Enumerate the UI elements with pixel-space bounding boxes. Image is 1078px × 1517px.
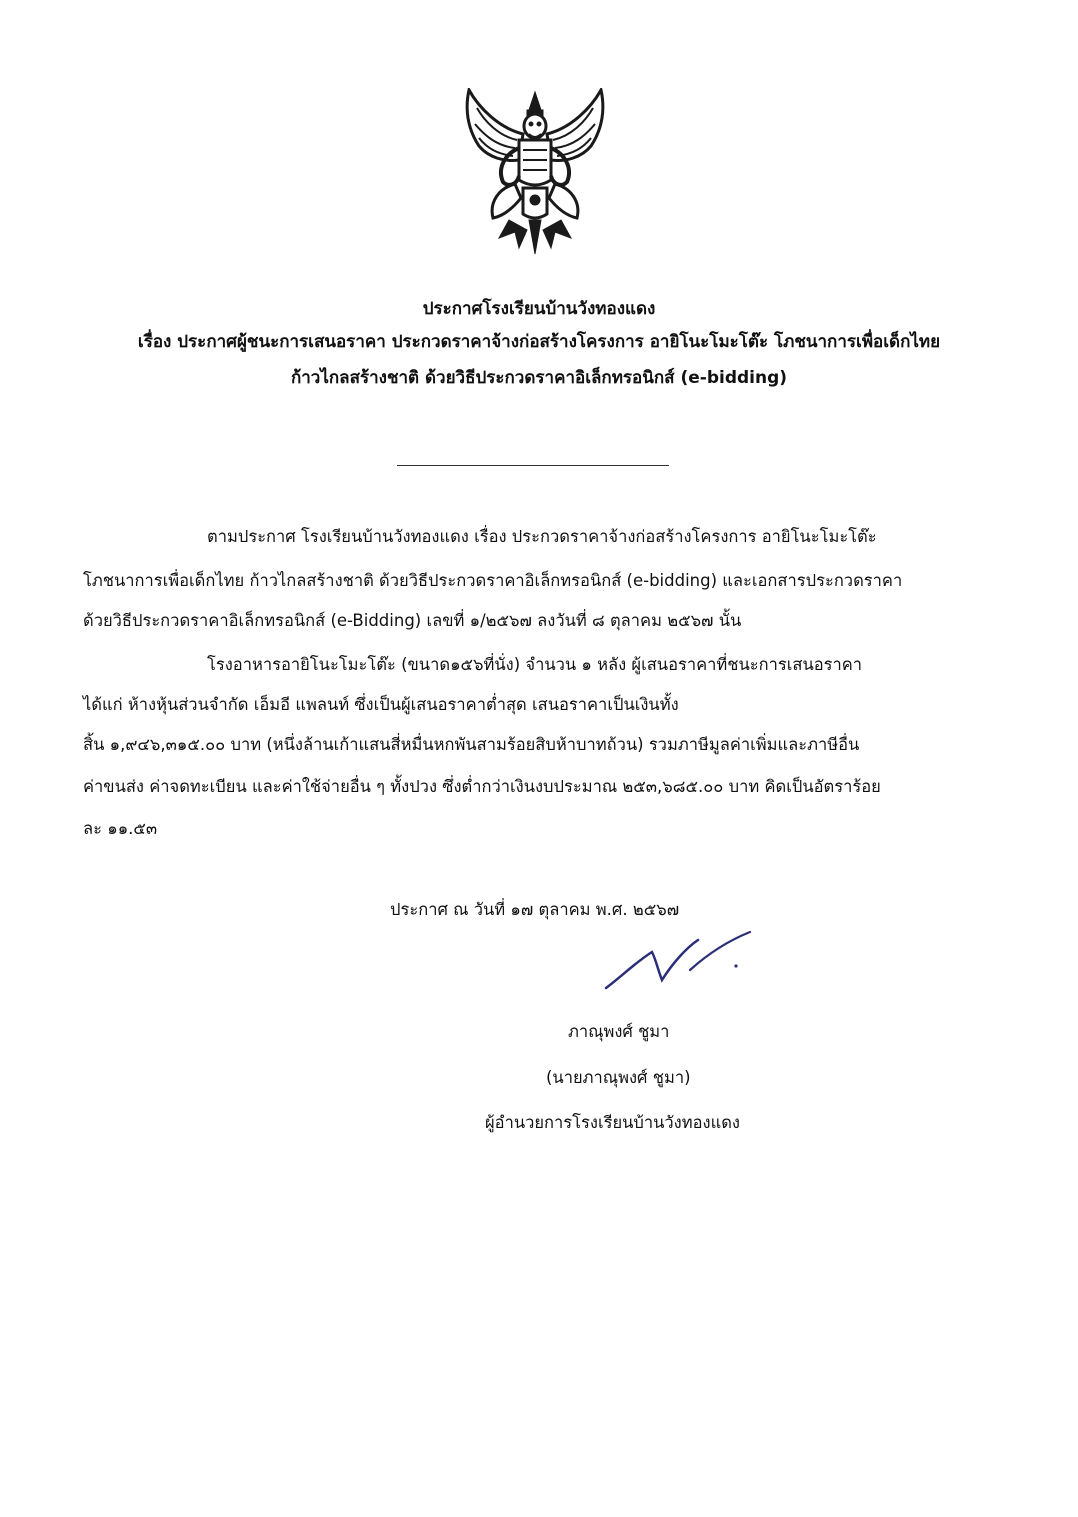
subject-line-2: ก้าวไกลสร้างชาติ ด้วยวิธีประกวดราคาอิเล็กทรอนิกส์ (e-bidding) [290, 368, 788, 388]
title-divider [397, 465, 669, 466]
signature-mark [600, 930, 760, 1000]
body-line: ค่าขนส่ง ค่าจดทะเบียน และค่าใช้จ่ายอื่น ๆ ทั้งปวง ซึ่งต่ำกว่าเงินงบประมาณ ๒๕๓,๖๘๕.๐๐ บาท คิดเป็นอัตราร้อย [83, 777, 881, 796]
announcement-title: ประกาศโรงเรียนบ้านวังทองแดง [422, 299, 656, 319]
signer-name: ภาณุพงศ์ ชูมา [568, 1022, 670, 1041]
body-line: สิ้น ๑,๙๔๖,๓๑๕.๐๐ บาท (หนึ่งล้านเก้าแสนสี่หมื่นหกพันสามร้อยสิบห้าบาทถ้วน) รวมภาษีมูลค่าเพิ่มและภาษีอื่น [83, 735, 860, 754]
announcement-date: ประกาศ ณ วันที่ ๑๗ ตุลาคม พ.ศ. ๒๕๖๗ [390, 900, 680, 919]
body-line: ตามประกาศ โรงเรียนบ้านวังทองแดง เรื่อง ประกวดราคาจ้างก่อสร้างโครงการ อายิโนะโมะโต๊ะ [207, 527, 877, 546]
signer-position: ผู้อำนวยการโรงเรียนบ้านวังทองแดง [485, 1113, 740, 1132]
garuda-emblem-icon [459, 88, 611, 256]
signer-full-name: (นายภาณุพงศ์ ชูมา) [546, 1068, 691, 1087]
body-line: ละ ๑๑.๕๓ [83, 819, 158, 838]
body-line: ด้วยวิธีประกวดราคาอิเล็กทรอนิกส์ (e-Bidding) เลขที่ ๑/๒๕๖๗ ลงวันที่ ๘ ตุลาคม ๒๕๖๗ นั้น [83, 611, 742, 630]
body-line: โรงอาหารอายิโนะโมะโต๊ะ (ขนาด๑๕๖ที่นั่ง) จำนวน ๑ หลัง ผู้เสนอราคาที่ชนะการเสนอราคา [207, 655, 863, 674]
subject-line-1: เรื่อง ประกาศผู้ชนะการเสนอราคา ประกวดราคาจ้างก่อสร้างโครงการ อายิโนะโมะโต๊ะ โภชนาการเพื่อเด็กไทย [137, 332, 941, 352]
body-line: ได้แก่ ห้างหุ้นส่วนจำกัด เอ็มอี แพลนท์ ซึ่งเป็นผู้เสนอราคาต่ำสุด เสนอราคาเป็นเงินทั้ง [83, 695, 679, 714]
body-line: โภชนาการเพื่อเด็กไทย ก้าวไกลสร้างชาติ ด้วยวิธีประกวดราคาอิเล็กทรอนิกส์ (e-bidding) และเอกสารประกวดราคา [83, 571, 903, 590]
